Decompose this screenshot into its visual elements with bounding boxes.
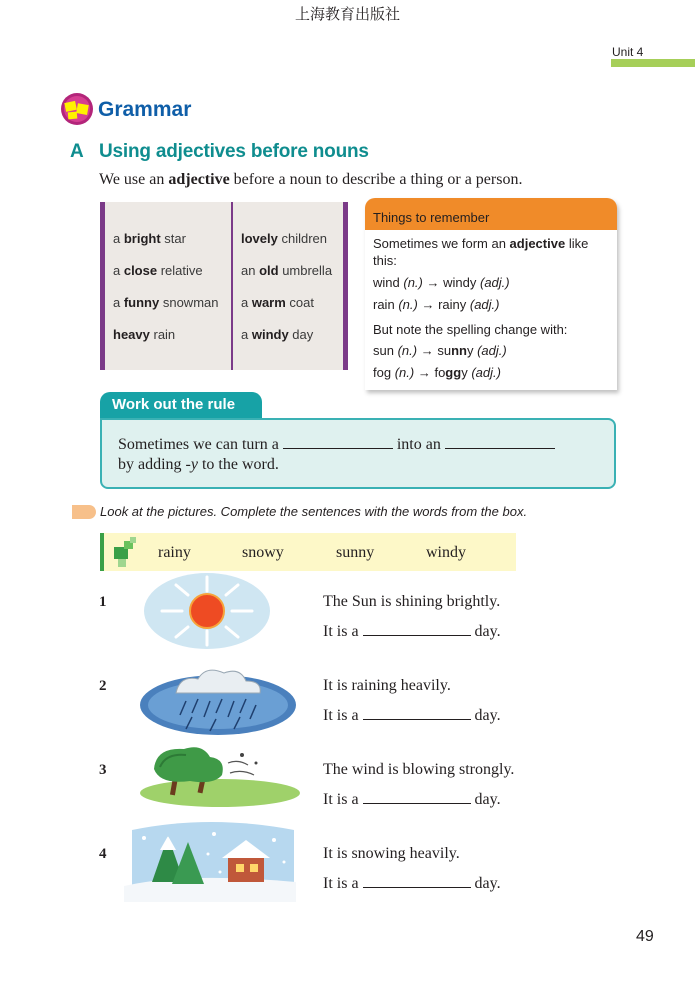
rule-box [100, 418, 616, 489]
item-number: 2 [99, 678, 107, 694]
answer-blank-2[interactable] [363, 705, 471, 720]
item-sentence: The wind is blowing strongly. [323, 761, 515, 778]
example-phrase: heavy rain [113, 327, 176, 342]
word-option-windy: windy [426, 544, 466, 561]
remember-title: Things to remember [373, 210, 490, 225]
remember-example: rain (n.) → rainy (adj.) [373, 297, 500, 312]
rule-title: Work out the rule [112, 396, 236, 413]
section-heading: Using adjectives before nouns [99, 141, 369, 162]
rule-line-1: Sometimes we can turn a into an [118, 434, 555, 454]
example-phrase: a bright star [113, 231, 186, 246]
item-sentence: It is snowing heavily. [323, 845, 460, 862]
item-answer-line: It is a day. [323, 875, 501, 892]
example-phrase: an old umbrella [241, 263, 333, 278]
section-title: Grammar [98, 98, 192, 121]
intro-post: before a noun to describe a thing or a person. [229, 171, 523, 188]
table-divider [231, 202, 233, 370]
rule-line-2: by adding -y to the word. [118, 456, 279, 473]
unit-label: Unit 4 [612, 45, 644, 59]
item-answer-line: It is a day. [323, 623, 501, 640]
publisher-name: 上海教育出版社 [294, 5, 400, 23]
example-phrase: a warm coat [241, 295, 314, 310]
remember-example: wind (n.) → windy (adj.) [373, 275, 510, 290]
section-letter: A [70, 141, 84, 162]
example-phrase: a funny snowman [113, 295, 219, 310]
word-option-snowy: snowy [242, 544, 284, 561]
item-number: 1 [99, 594, 107, 610]
grammar-badge-icon [58, 92, 98, 126]
example-phrase: a windy day [241, 327, 314, 342]
example-phrase: a close relative [113, 263, 203, 278]
answer-blank-4[interactable] [363, 873, 471, 888]
item-number: 3 [99, 762, 107, 778]
sun-picture [142, 571, 272, 651]
item-sentence: The Sun is shining brightly. [323, 593, 501, 610]
exercise-instruction: Look at the pictures. Complete the sentences with the words from the box. [100, 504, 528, 519]
example-phrases-table [100, 202, 348, 370]
rule-blank-2[interactable] [445, 434, 555, 449]
word-box-decoration-icon [100, 533, 140, 571]
rain-picture [136, 661, 296, 737]
unit-bar [611, 59, 695, 67]
word-option-sunny: sunny [336, 544, 375, 561]
item-sentence: It is raining heavily. [323, 677, 451, 694]
word-option-rainy: rainy [158, 544, 191, 561]
wind-picture [130, 741, 300, 811]
remember-line: this: [373, 253, 397, 268]
remember-line: Sometimes we form an adjective like [373, 236, 589, 251]
remember-example: sun (n.) → sunny (adj.) [373, 343, 507, 358]
snow-picture [124, 820, 296, 902]
item-number: 4 [99, 846, 107, 862]
intro-text [99, 171, 522, 189]
item-answer-line: It is a day. [323, 707, 501, 724]
answer-blank-3[interactable] [363, 789, 471, 804]
page-number: 49 [636, 928, 654, 945]
remember-note: But note the spelling change with: [373, 322, 568, 337]
answer-blank-1[interactable] [363, 621, 471, 636]
things-to-remember-box [365, 198, 617, 390]
instruction-marker [72, 505, 96, 519]
intro-bold: adjective [168, 171, 230, 188]
item-answer-line: It is a day. [323, 791, 501, 808]
example-phrase: lovely children [241, 231, 327, 246]
rule-blank-1[interactable] [283, 434, 393, 449]
remember-example: fog (n.) → foggy (adj.) [373, 365, 501, 380]
intro-pre: We use an [99, 171, 169, 188]
